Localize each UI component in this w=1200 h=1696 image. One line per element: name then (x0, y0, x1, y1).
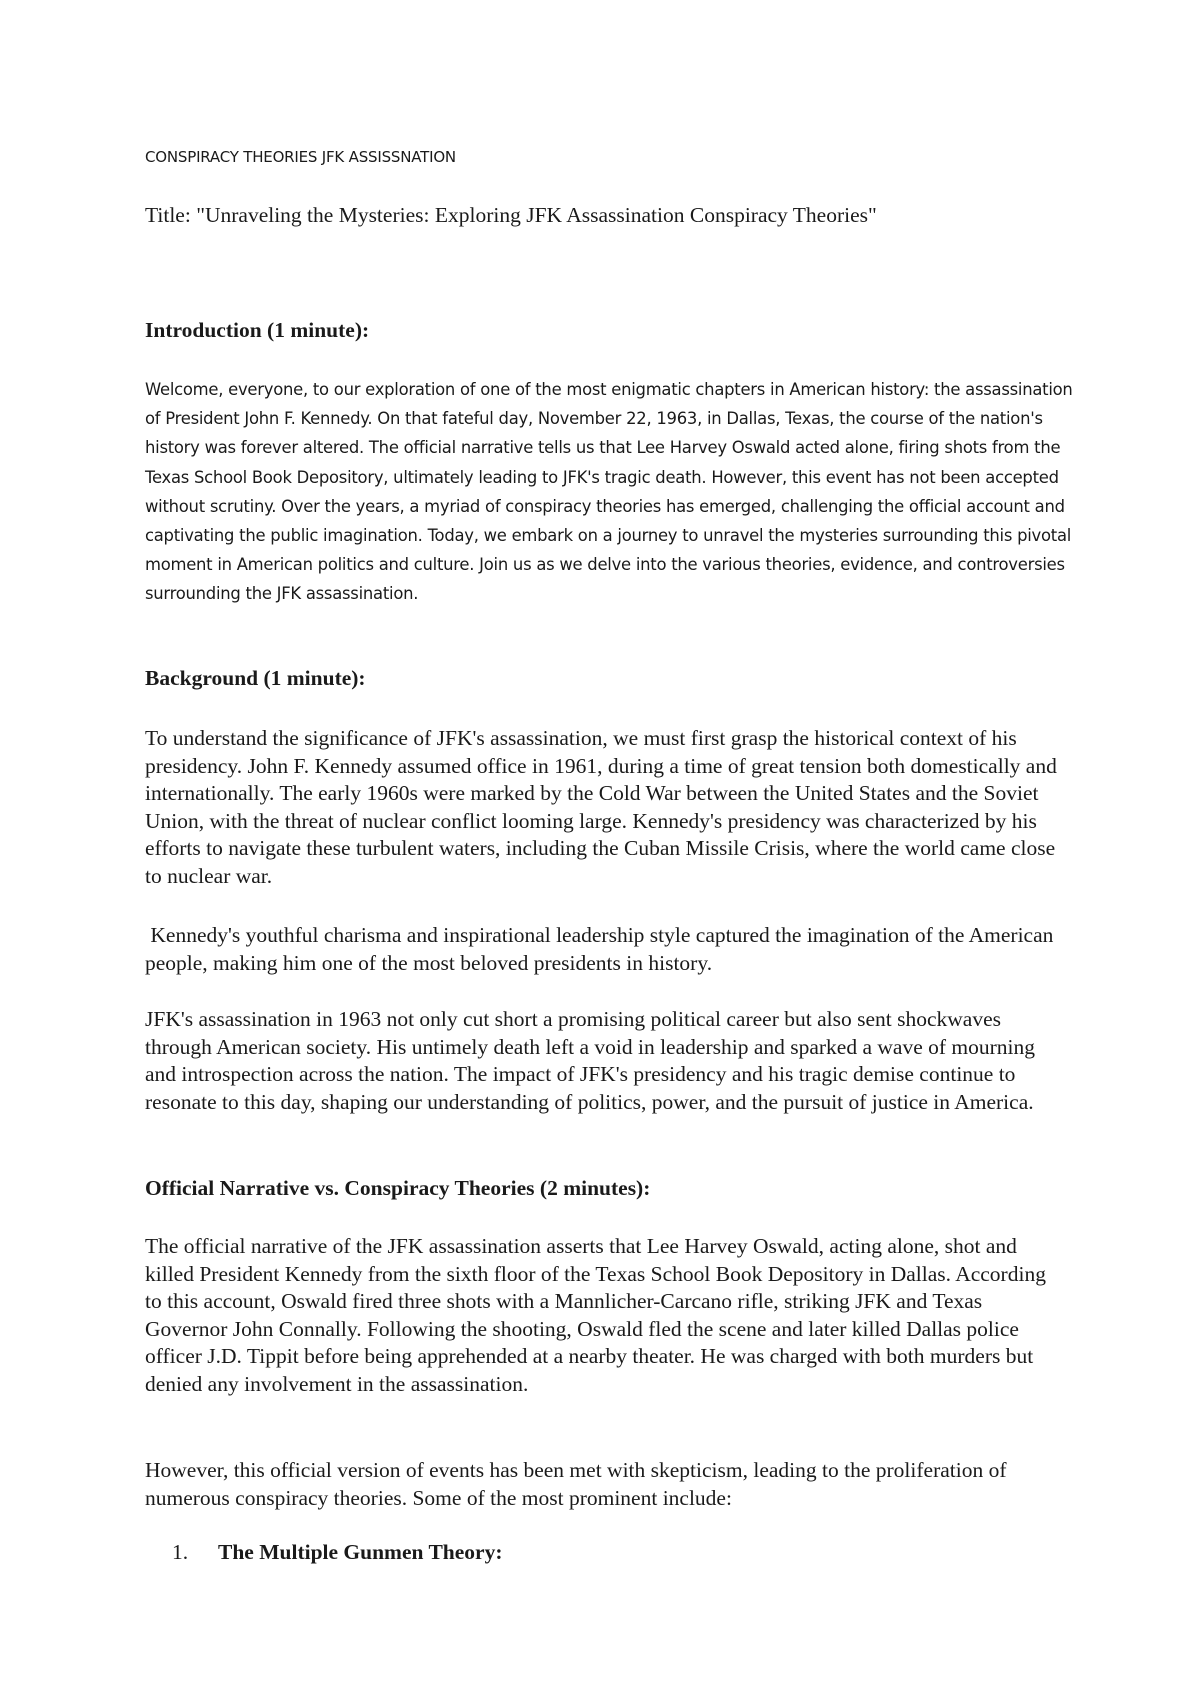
list-item-label: The Multiple Gunmen Theory: (218, 1540, 503, 1564)
background-paragraph: JFK's assassination in 1963 not only cut short a promising political career but also sent shockwaves through American society. His untimely death left a void in leadership and sparked a wave of mourning and introspection across the nation. The impact of JFK's presidency and his tragic demise continue to resonate to this day, shaping our understanding of politics, power, and the pursuit of justice in America. (145, 1007, 1036, 1114)
document-heading: CONSPIRACY THEORIES JFK ASSISSNATION (145, 148, 456, 166)
introduction-paragraph: Welcome, everyone, to our exploration of one of the most enigmatic chapters in American history: the assassination of President John F. Kennedy. On that fateful day, November 22, 1963, in Dallas, Texas, the course of the nation's history was forever altered. The official narrative tells us that Lee Harvey Oswald acted alone, firing shots from the Texas School Book Depository, ultimately leading to JFK's tragic death. However, this event has not been accepted without scrutiny. Over the years, a myriad of conspiracy theories has emerged, challenging the official account and captivating the public imagination. Today, we embark on a journey to unravel the mysteries surrounding this pivotal moment in American politics and culture. Join us as we delve into the various theories, evidence, and controversies surrounding the JFK assassination. (145, 380, 1073, 604)
background-paragraph: Kennedy's youthful charisma and inspirational leadership style captured the imagination of the American people, making him one of the most beloved presidents in history. (145, 923, 1059, 975)
section-heading-introduction: Introduction (1 minute): (145, 318, 370, 342)
official-narrative-paragraph: However, this official version of events has been met with skepticism, leading to the proliferation of numerous conspiracy theories. Some of the most prominent include: (145, 1458, 1007, 1510)
official-narrative-paragraph: The official narrative of the JFK assassination asserts that Lee Harvey Oswald, acting alone, shot and killed President Kennedy from the sixth floor of the Texas School Book Depository in Dallas. According to this account, Oswald fired three shots with a Mannlicher-Carcano rifle, striking JFK and Texas Governor John Connally. Following the shooting, Oswald fled the scene and later killed Dallas police officer J.D. Tippit before being apprehended at a nearby theater. He was charged with both murders but denied any involvement in the assassination. (145, 1234, 1046, 1396)
background-paragraph: To understand the significance of JFK's assassination, we must first grasp the historical context of his presidency. John F. Kennedy assumed office in 1961, during a time of great tension both domestically and internationally. The early 1960s were marked by the Cold War between the United States and the Soviet Union, with the threat of nuclear conflict looming large. Kennedy's presidency was characterized by his efforts to navigate these turbulent waters, including the Cuban Missile Crisis, where the world came close to nuclear war. (145, 726, 1057, 888)
list-item-number: 1. (172, 1540, 189, 1564)
document-title: Title: "Unraveling the Mysteries: Exploring JFK Assassination Conspiracy Theories" (145, 203, 877, 227)
list-item (172, 1540, 503, 1565)
section-heading-official-narrative: Official Narrative vs. Conspiracy Theories (2 minutes): (145, 1176, 651, 1200)
section-heading-background: Background (1 minute): (145, 666, 366, 690)
